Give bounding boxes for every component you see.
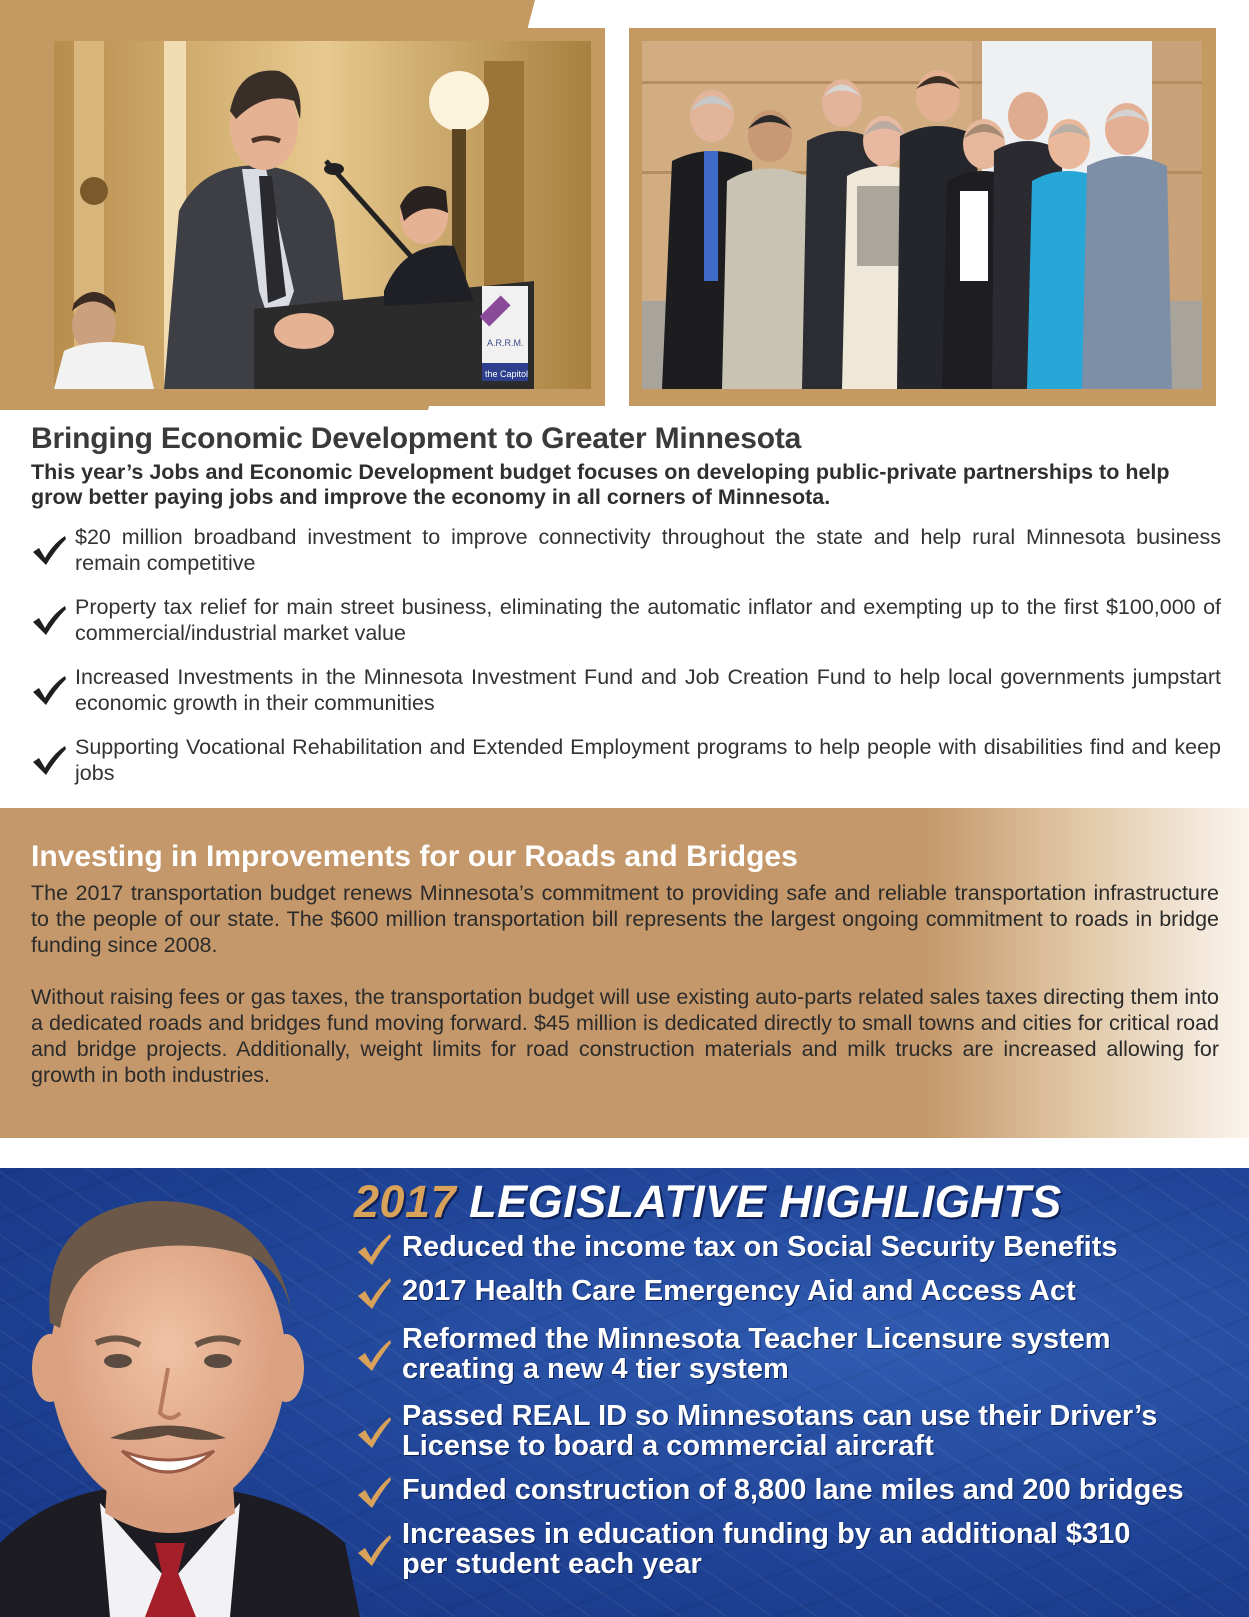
checkmark-icon xyxy=(31,674,67,706)
highlight-text: Reformed the Minnesota Teacher Licensure system xyxy=(402,1323,1111,1355)
economic-bullet-text: Increased Investments in the Minnesota Investment Fund and Job Creation Fund to help local governments jumpstart economic growth in their communities xyxy=(75,665,1221,715)
economic-bullet-list xyxy=(31,524,1221,786)
podium-sign-text: A.R.R.M. xyxy=(487,338,524,348)
economic-development-section xyxy=(31,422,1221,804)
highlights-heading-text: LEGISLATIVE HIGHLIGHTS xyxy=(469,1176,1062,1227)
checkmark-icon xyxy=(356,1232,392,1266)
economic-bullet-text: Supporting Vocational Rehabilitation and Extended Employment programs to help people with disabilities find and keep jobs xyxy=(75,735,1221,785)
list-item xyxy=(356,1475,1236,1505)
roads-paragraph-2: Without raising fees or gas taxes, the transportation budget will use existing auto-parts related sales taxes directing them into a dedicated roads and bridges fund moving forward. $45 million is dedicated directly to small towns and cities for critical road and bridge projects. Additionally, weight limits for road construction materials and milk trucks are increased allowing for growth in both industries. xyxy=(31,985,1219,1087)
list-item xyxy=(356,1232,1236,1262)
highlights-title xyxy=(354,1176,1062,1228)
economic-section-intro: This year’s Jobs and Economic Development budget focuses on developing public-private partnerships to help grow better paying jobs and improve the economy in all corners of Minnesota. xyxy=(31,460,1170,509)
list-item xyxy=(356,1276,1236,1306)
checkmark-icon xyxy=(356,1533,392,1567)
list-item xyxy=(356,1324,1236,1384)
list-item xyxy=(31,524,1221,576)
highlight-text: Reduced the income tax on Social Security Benefits xyxy=(402,1231,1118,1263)
highlights-list xyxy=(356,1232,1236,1579)
highlight-text-line-2: per student each year xyxy=(402,1548,702,1580)
podium-sign-text-2: the Capitol xyxy=(485,369,529,379)
list-item xyxy=(356,1401,1236,1461)
list-item xyxy=(31,664,1221,716)
highlight-text: Funded construction of 8,800 lane miles and 200 bridges xyxy=(402,1474,1184,1506)
highlight-text: Passed REAL ID so Minnesotans can use their Driver’s xyxy=(402,1400,1158,1432)
highlights-year: 2017 xyxy=(354,1176,457,1227)
economic-bullet-text: Property tax relief for main street business, eliminating the automatic inflator and exempting up to the first $100,000 of commercial/industrial market value xyxy=(75,595,1221,645)
list-item xyxy=(31,594,1221,646)
legislative-highlights-section xyxy=(0,1168,1249,1617)
checkmark-icon xyxy=(356,1276,392,1310)
list-item xyxy=(356,1519,1236,1579)
photo-speaker-at-podium xyxy=(54,41,591,389)
highlight-text: 2017 Health Care Emergency Aid and Access Act xyxy=(402,1275,1076,1307)
checkmark-icon xyxy=(31,534,67,566)
checkmark-icon xyxy=(356,1415,392,1449)
list-item xyxy=(31,734,1221,786)
economic-bullet-text: $20 million broadband investment to improve connectivity throughout the state and help rural Minnesota business remain competitive xyxy=(75,525,1221,575)
roads-section-title: Investing in Improvements for our Roads and Bridges xyxy=(31,840,798,873)
economic-section-title: Bringing Economic Development to Greater Minnesota xyxy=(31,422,802,455)
checkmark-icon xyxy=(356,1475,392,1509)
checkmark-icon xyxy=(356,1338,392,1372)
highlight-text-line-2: creating a new 4 tier system xyxy=(402,1353,789,1385)
photo-group-of-constituents xyxy=(642,41,1202,389)
checkmark-icon xyxy=(31,604,67,636)
roads-paragraph-1: The 2017 transportation budget renews Minnesota’s commitment to providing safe and reliable transportation infrastructure to the people of our state. The $600 million transportation bill represents the largest ongoing commitment to roads in bridge funding since 2008. xyxy=(31,881,1219,957)
highlight-text-line-2: License to board a commercial aircraft xyxy=(402,1430,934,1462)
roads-and-bridges-section xyxy=(0,808,1249,1138)
legislator-portrait xyxy=(0,1168,360,1617)
checkmark-icon xyxy=(31,744,67,776)
highlight-text: Increases in education funding by an additional $310 xyxy=(402,1518,1131,1550)
